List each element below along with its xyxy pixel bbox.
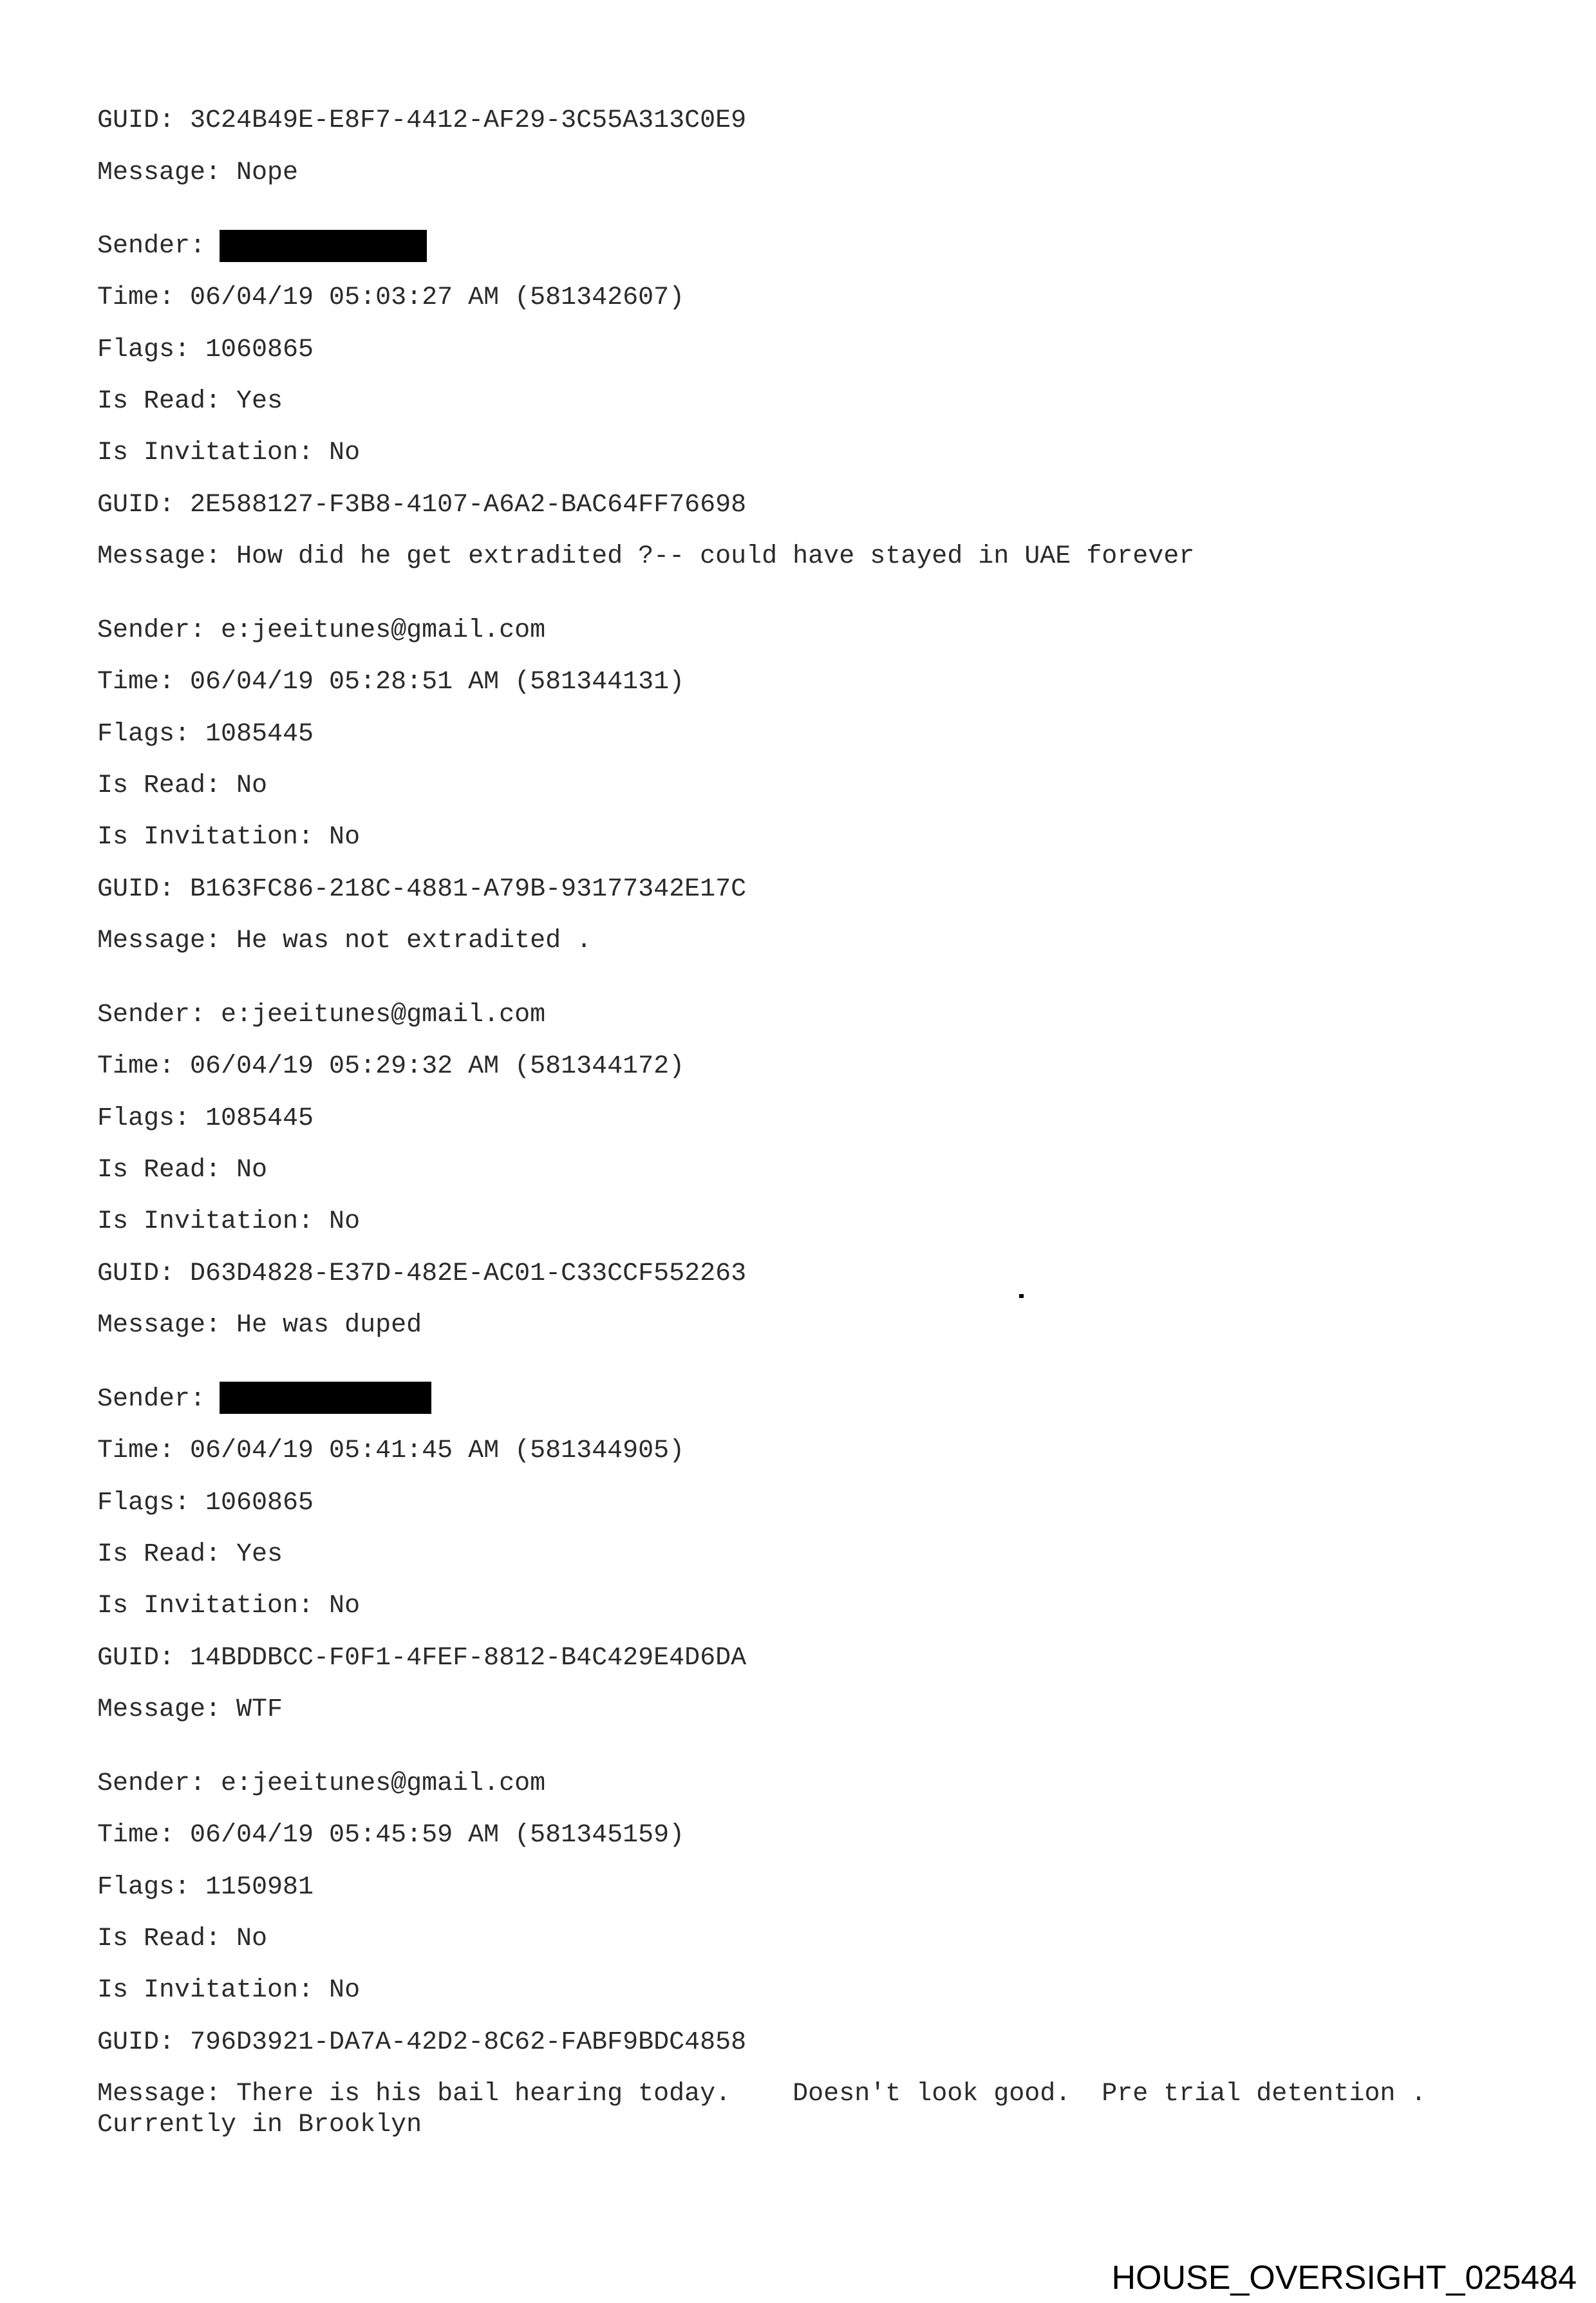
is-read-line: Is Read: No [97, 1156, 268, 1185]
sender-line: Sender: e:jeeitunes@gmail.com [97, 616, 546, 645]
message-line-continuation: Currently in Brooklyn [97, 2110, 422, 2139]
flags-line: Flags: 1150981 [97, 1873, 314, 1902]
sender-redaction-box [220, 1382, 431, 1414]
message-line: Message: There is his bail hearing today. Doesn't look good. Pre trial detention . [97, 2080, 1427, 2109]
guid-line: GUID: 14BDDBCC-F0F1-4FEF-8812-B4C429E4D6DA [97, 1644, 747, 1673]
message-line: Message: He was not extradited . [97, 926, 592, 955]
flags-line: Flags: 1060865 [97, 1489, 314, 1518]
is-invitation-line: Is Invitation: No [97, 1207, 361, 1236]
time-line: Time: 06/04/19 05:03:27 AM (581342607) [97, 283, 685, 312]
is-read-line: Is Read: No [97, 771, 268, 800]
guid-line: GUID: 3C24B49E-E8F7-4412-AF29-3C55A313C0E9 [97, 106, 747, 135]
guid-line: GUID: 796D3921-DA7A-42D2-8C62-FABF9BDC4858 [97, 2028, 747, 2057]
sender-line: Sender: e:jeeitunes@gmail.com [97, 1769, 546, 1798]
is-invitation-line: Is Invitation: No [97, 823, 361, 852]
sender-line: Sender: [97, 232, 206, 261]
bates-number: HOUSE_OVERSIGHT_025484 [1111, 2259, 1577, 2297]
time-line: Time: 06/04/19 05:28:51 AM (581344131) [97, 668, 685, 697]
message-line: Message: How did he get extradited ?-- could have stayed in UAE forever [97, 542, 1195, 571]
flags-line: Flags: 1060865 [97, 335, 314, 364]
is-read-line: Is Read: Yes [97, 387, 283, 416]
message-line: Message: WTF [97, 1695, 283, 1724]
sender-line: Sender: [97, 1385, 206, 1414]
guid-line: GUID: 2E588127-F3B8-4107-A6A2-BAC64FF76698 [97, 491, 747, 520]
flags-line: Flags: 1085445 [97, 720, 314, 749]
time-line: Time: 06/04/19 05:41:45 AM (581344905) [97, 1436, 685, 1465]
message-line: Message: He was duped [97, 1311, 422, 1340]
scan-speck [1019, 1294, 1024, 1298]
sender-line: Sender: e:jeeitunes@gmail.com [97, 1001, 546, 1029]
guid-line: GUID: D63D4828-E37D-482E-AC01-C33CCF552263 [97, 1259, 747, 1288]
is-read-line: Is Read: Yes [97, 1540, 283, 1569]
is-read-line: Is Read: No [97, 1924, 268, 1953]
flags-line: Flags: 1085445 [97, 1104, 314, 1133]
message-line: Message: Nope [97, 158, 299, 187]
is-invitation-line: Is Invitation: No [97, 1592, 361, 1621]
is-invitation-line: Is Invitation: No [97, 438, 361, 467]
guid-line: GUID: B163FC86-218C-4881-A79B-93177342E17C [97, 875, 747, 904]
time-line: Time: 06/04/19 05:45:59 AM (581345159) [97, 1821, 685, 1850]
sender-redaction-box [220, 230, 427, 262]
is-invitation-line: Is Invitation: No [97, 1976, 361, 2005]
time-line: Time: 06/04/19 05:29:32 AM (581344172) [97, 1052, 685, 1081]
